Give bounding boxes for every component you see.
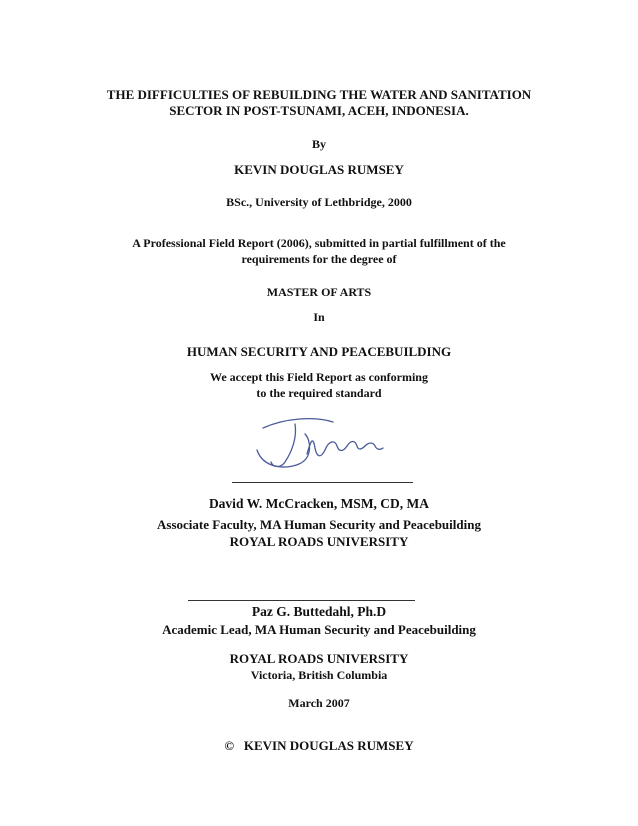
signatory-1-institution: ROYAL ROADS UNIVERSITY xyxy=(229,534,409,549)
institution-name: ROYAL ROADS UNIVERSITY xyxy=(229,651,409,666)
in-label: In xyxy=(313,310,325,324)
signatory-2-role: Academic Lead, MA Human Security and Peacebuilding xyxy=(162,622,476,637)
signatory-1-role: Associate Faculty, MA Human Security and Peacebuilding xyxy=(157,517,481,532)
signature-line-1 xyxy=(232,482,413,483)
acceptance-line-1: We accept this Field Report as conforming xyxy=(210,370,428,384)
acceptance-line-2: to the required standard xyxy=(256,386,382,400)
signatory-1-name: David W. McCracken, MSM, CD, MA xyxy=(208,496,430,511)
report-description-line-2: requirements for the degree of xyxy=(241,252,397,266)
handwritten-signature xyxy=(255,410,385,472)
signatory-2-name: Paz G. Buttedahl, Ph.D xyxy=(251,604,387,619)
report-description-line-1: A Professional Field Report (2006), submitted in partial fulfillment of the xyxy=(132,236,506,250)
degree-name: MASTER OF ARTS xyxy=(266,285,372,299)
institution-location: Victoria, British Columbia xyxy=(250,668,388,682)
title-line-2: SECTOR IN POST-TSUNAMI, ACEH, INDONESIA. xyxy=(169,103,469,118)
prior-degree: BSc., University of Lethbridge, 2000 xyxy=(226,195,412,209)
by-label: By xyxy=(311,137,326,151)
copyright-notice: © KEVIN DOUGLAS RUMSEY xyxy=(224,738,414,753)
title-line-1: THE DIFFICULTIES OF REBUILDING THE WATER AND SANITATION xyxy=(106,87,532,102)
author-name: KEVIN DOUGLAS RUMSEY xyxy=(234,162,404,177)
program-name: HUMAN SECURITY AND PEACEBUILDING xyxy=(186,344,452,359)
report-date: March 2007 xyxy=(288,696,350,710)
signature-line-2 xyxy=(188,600,415,601)
